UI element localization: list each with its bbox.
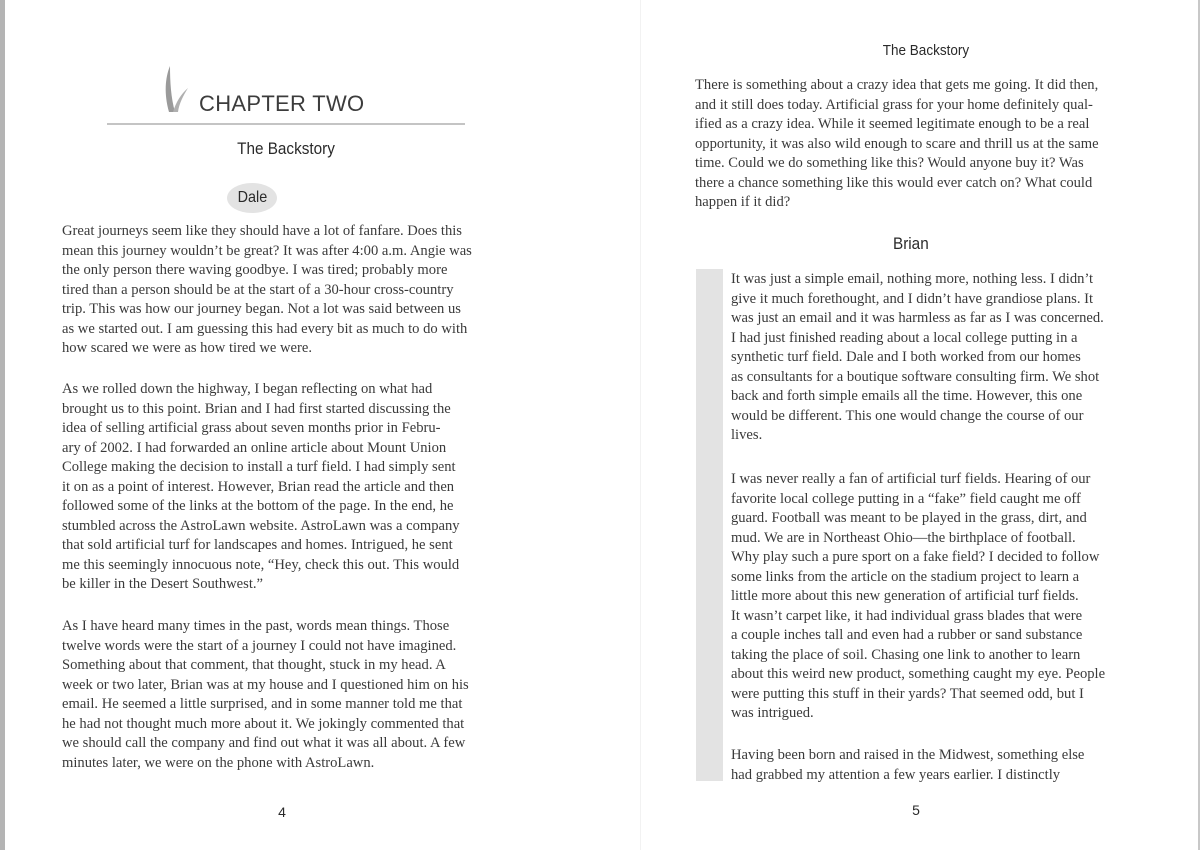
text-line: guard. Football was meant to be played in the grass, dirt, and <box>731 510 1087 526</box>
paragraph <box>62 380 460 595</box>
left-page <box>5 0 640 850</box>
text-line: a couple inches tall and even had a rubber or sand substance <box>731 627 1083 643</box>
text-line: It was just a simple email, nothing more, nothing less. I didn’t <box>731 271 1094 287</box>
sidebar-paragraph <box>731 470 1105 724</box>
text-line: give it much forethought, and I didn’t have grandiose plans. It <box>731 290 1094 307</box>
text-line: minutes later, we were on the phone with AstroLawn. <box>62 754 375 771</box>
text-line: followed some of the links at the bottom of the page. In the end, he <box>62 498 454 514</box>
text-line: Having been born and raised in the Midwest, something else <box>731 747 1085 763</box>
section-title: The Backstory <box>237 139 335 158</box>
text-line: Why play such a pure sport on a fake field? I decided to follow <box>731 549 1100 565</box>
sidebar-accent-bar <box>696 269 723 781</box>
text-line: there a chance something like this would ever catch on? What could <box>695 174 1093 191</box>
text-line: happen if it did? <box>695 194 791 210</box>
sidebar-paragraph <box>731 270 1104 446</box>
text-line: be killer in the Desert Southwest.” <box>62 576 264 592</box>
text-line: opportunity, it was also wild enough to scare and thrill us at the same <box>695 135 1099 152</box>
text-line: stumbled across the AstroLawn website. AstroLawn was a company <box>62 517 460 534</box>
paragraph <box>62 617 469 773</box>
text-line: we should call the company and find out what it was all about. A few <box>62 735 466 751</box>
text-line: There is something about a crazy idea that gets me going. It did then, <box>695 77 1099 93</box>
speaker-heading-brian <box>881 234 941 254</box>
chapter-divider <box>107 123 465 125</box>
text-line: mean this journey wouldn’t be great? It was after 4:00 a.m. Angie was <box>62 242 472 259</box>
text-line: he had not thought much more about it. We jokingly commented that <box>62 715 465 732</box>
text-line: tired than a person should be at the start of a 30-hour cross-country <box>62 281 454 298</box>
text-line: some links from the article on the stadium project to learn a <box>731 568 1080 585</box>
text-line: mud. We are in Northeast Ohio—the birthplace of football. <box>731 529 1076 546</box>
text-line: As I have heard many times in the past, words mean things. Those <box>62 618 450 634</box>
text-line: synthetic turf field. Dale and I both worked from our homes <box>731 349 1081 365</box>
text-line: the only person there waving goodbye. I was tired; probably more <box>62 262 448 278</box>
text-line: I had just finished reading about a local college putting in a <box>731 329 1078 346</box>
text-line: that sold artificial turf for landscapes and homes. Intrigued, he sent <box>62 537 453 553</box>
sidebar-paragraph <box>731 746 1084 785</box>
paragraph <box>62 222 472 359</box>
text-line: as we started out. I am guessing this had every bit as much to do with <box>62 320 468 337</box>
right-page <box>641 0 1198 850</box>
text-line: ified as a crazy idea. While it seemed legitimate enough to be a real <box>695 116 1090 132</box>
text-line: and it still does today. Artificial grass for your home definitely qual- <box>695 96 1093 113</box>
speaker-badge-dale <box>227 183 277 213</box>
speaker-name: Dale <box>237 189 267 206</box>
text-line: favorite local college putting in a “fake” field caught me off <box>731 490 1081 507</box>
speaker-name: Brian <box>893 234 929 253</box>
text-line: taking the place of soil. Chasing one link to another to learn <box>731 646 1081 663</box>
text-line: idea of selling artificial grass about seven months prior in Febru- <box>62 420 441 436</box>
text-line: it on as a point of interest. However, Brian read the article and then <box>62 478 455 495</box>
text-line: ary of 2002. I had forwarded an online article about Mount Union <box>62 439 447 456</box>
text-line: would be different. This one would change the course of our <box>731 407 1084 424</box>
running-head-text: The Backstory <box>882 42 970 59</box>
page-number: 5 <box>912 802 920 818</box>
text-line: As we rolled down the highway, I began reflecting on what had <box>62 381 433 397</box>
text-line: was just an email and it was harmless as far as I was concerned. <box>731 310 1104 326</box>
text-line: little more about this new generation of artificial turf fields. <box>731 588 1079 604</box>
paragraph <box>695 76 1099 213</box>
text-line: how scared we were as how tired we were. <box>62 340 313 356</box>
chapter-title: CHAPTER TWO <box>199 91 365 116</box>
running-head <box>841 42 1011 59</box>
text-line: was intrigued. <box>731 705 814 721</box>
text-line: Something about that comment, that thought, stuck in my head. A <box>62 657 446 673</box>
page-number: 4 <box>278 804 286 820</box>
text-line: back and forth simple emails all the time. However, this one <box>731 388 1083 404</box>
text-line: week or two later, Brian was at my house and I questioned him on his <box>62 676 469 693</box>
text-line: had grabbed my attention a few years earlier. I distinctly <box>731 766 1061 783</box>
text-line: email. He seemed a little surprised, and in some manner told me that <box>62 696 463 712</box>
text-line: time. Could we do something like this? Would anyone buy it? Was <box>695 155 1084 171</box>
text-line: It wasn’t carpet like, it had individual grass blades that were <box>731 607 1083 624</box>
text-line: were putting this stuff in their yards? That seemed odd, but I <box>731 685 1084 702</box>
text-line: trip. This was how our journey began. Not a lot was said between us <box>62 301 461 317</box>
text-line: me this seemingly innocuous note, “Hey, check this out. This would <box>62 556 460 573</box>
text-line: as consultants for a boutique software consulting firm. We shot <box>731 368 1100 385</box>
text-line: about this weird new product, something caught my eye. People <box>731 666 1106 682</box>
text-line: twelve words were the start of a journey I could not have imagined. <box>62 637 457 654</box>
text-line: Great journeys seem like they should have a lot of fanfare. Does this <box>62 223 462 239</box>
text-line: brought us to this point. Brian and I had first started discussing the <box>62 400 451 417</box>
grass-blade-icon <box>161 64 191 114</box>
chapter-heading <box>161 64 501 114</box>
text-line: lives. <box>731 427 763 443</box>
text-line: I was never really a fan of artificial turf fields. Hearing of our <box>731 471 1091 487</box>
text-line: College making the decision to install a turf field. I had simply sent <box>62 459 456 475</box>
